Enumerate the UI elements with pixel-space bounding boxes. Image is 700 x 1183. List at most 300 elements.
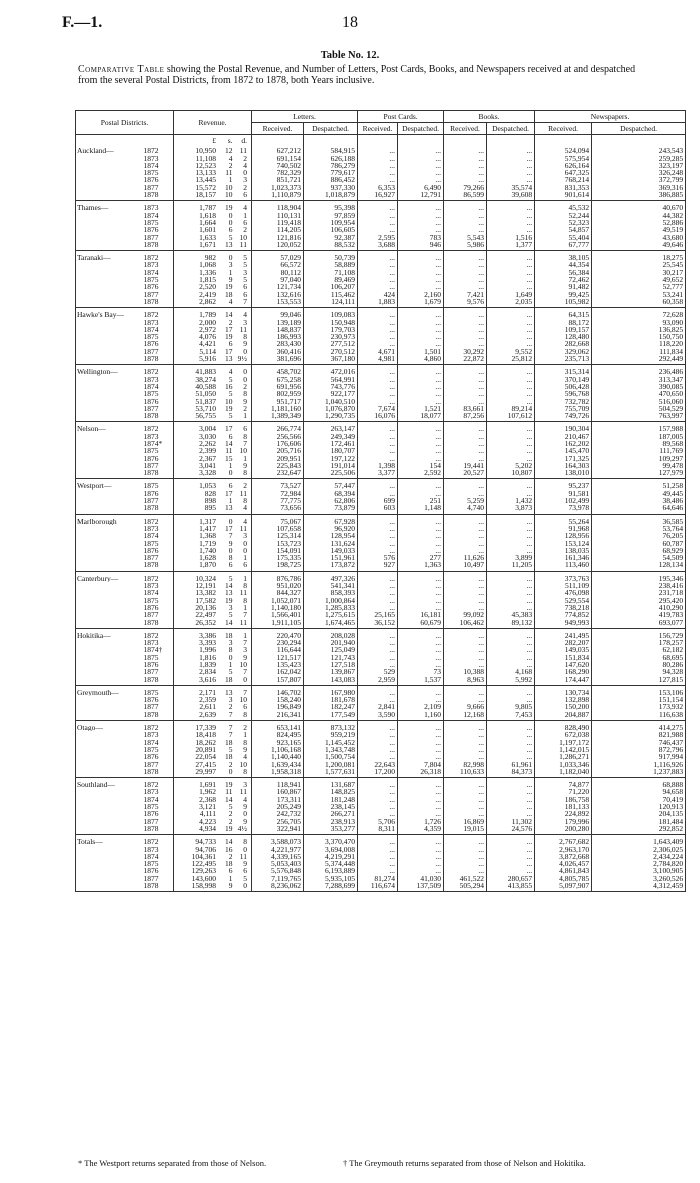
letters-despatched: 266,271 — [304, 810, 358, 817]
district-name — [76, 326, 140, 333]
revenue-pence: 6 — [243, 283, 248, 291]
cards-received: 603 — [358, 504, 398, 514]
revenue-shillings: 1 — [228, 176, 233, 184]
newspapers-received: 74,877 — [535, 778, 592, 789]
cards-received: 3,377 — [358, 469, 398, 479]
table-row — [76, 547, 686, 554]
cards-despatched: 60,679 — [398, 619, 444, 629]
revenue-pence: 8 — [243, 582, 248, 590]
revenue-pounds: 3,041 — [199, 461, 217, 470]
revenue-pence: 9 — [243, 653, 248, 661]
year-cell: 1872 — [140, 835, 174, 846]
table-row — [76, 611, 686, 618]
cards-received: 8,311 — [358, 825, 398, 835]
revenue-shillings: 2 — [228, 760, 233, 768]
books-received: 99,092 — [444, 611, 487, 618]
district-name: Nelson— — [76, 422, 140, 433]
revenue-shillings: 5 — [228, 573, 233, 583]
books-despatched: 7,453 — [487, 711, 535, 721]
revenue-pence: 11 — [239, 589, 248, 597]
newspapers-despatched: 49,519 — [592, 226, 686, 233]
newspapers-despatched: 746,437 — [592, 739, 686, 746]
year-cell: 1877 — [140, 348, 174, 355]
table-row — [76, 639, 686, 646]
cards-despatched: ... — [398, 447, 444, 454]
books-received: 12,168 — [444, 711, 487, 721]
revenue-pence: 6 — [243, 218, 248, 227]
district-name — [76, 547, 140, 554]
table-row — [76, 711, 686, 721]
district-name — [76, 383, 140, 390]
cards-received: ... — [358, 226, 398, 233]
revenue-pounds: 29,997 — [195, 767, 217, 776]
books-received: ... — [444, 261, 487, 268]
district-name — [76, 768, 140, 778]
cards-received: ... — [358, 440, 398, 447]
district-name — [76, 853, 140, 860]
books-despatched: ... — [487, 835, 535, 846]
revenue-cell — [174, 668, 252, 675]
books-received: 19,441 — [444, 462, 487, 469]
table-row — [76, 731, 686, 738]
table-row — [76, 455, 686, 462]
district-name — [76, 646, 140, 653]
revenue-cell — [174, 514, 252, 525]
revenue-pounds: 2,862 — [199, 297, 217, 306]
books-despatched: ... — [487, 778, 535, 789]
books-received: ... — [444, 867, 487, 874]
revenue-shillings: 2 — [228, 318, 233, 326]
year-cell: 1878 — [140, 676, 174, 686]
revenue-shillings: 18 — [225, 630, 233, 640]
revenue-shillings: 10 — [225, 183, 233, 192]
year-cell: 1877 — [140, 291, 174, 298]
revenue-cell — [174, 646, 252, 653]
table-row — [76, 422, 686, 433]
letters-received: 283,430 — [252, 340, 304, 347]
unit-blank — [535, 135, 592, 145]
year-cell: 1878 — [140, 711, 174, 721]
district-name — [76, 818, 140, 825]
letters-despatched: 584,915 — [304, 144, 358, 154]
revenue-pounds: 129,263 — [191, 867, 217, 875]
books-received: 86,599 — [444, 191, 487, 201]
revenue-shillings: 6 — [228, 561, 233, 570]
letters-despatched: 1,200,081 — [304, 761, 358, 768]
table-row — [76, 875, 686, 882]
cards-despatched: ... — [398, 788, 444, 795]
cards-received: ... — [358, 319, 398, 326]
letters-received: 120,052 — [252, 241, 304, 251]
revenue-pounds: 4,111 — [199, 810, 217, 818]
newspapers-despatched: 53,241 — [592, 291, 686, 298]
letters-despatched: 125,049 — [304, 646, 358, 653]
revenue-pence: 4 — [243, 516, 248, 525]
district-name — [76, 162, 140, 169]
revenue-pence: 4 — [243, 203, 248, 212]
revenue-pence: 8 — [243, 390, 248, 398]
books-received: ... — [444, 176, 487, 183]
revenue-cell — [174, 810, 252, 817]
newspapers-despatched: 470,650 — [592, 390, 686, 397]
table-row — [76, 291, 686, 298]
district-name — [76, 561, 140, 571]
letters-despatched: 779,617 — [304, 169, 358, 176]
table-row — [76, 810, 686, 817]
revenue-pounds: 2,834 — [199, 668, 217, 676]
books-despatched: ... — [487, 540, 535, 547]
cards-received: 36,152 — [358, 619, 398, 629]
revenue-pence: 5 — [243, 253, 248, 262]
newspapers-received: 181,133 — [535, 803, 592, 810]
cards-received: 2,595 — [358, 234, 398, 241]
newspapers-despatched: 76,205 — [592, 532, 686, 539]
books-despatched: ... — [487, 219, 535, 226]
cards-received: ... — [358, 796, 398, 803]
revenue-pence: 11 — [239, 240, 248, 249]
newspapers-received: 113,460 — [535, 561, 592, 571]
letters-received: 1,023,373 — [252, 184, 304, 191]
newspapers-received: 162,202 — [535, 440, 592, 447]
newspapers-received: 2,767,682 — [535, 835, 592, 846]
year-cell: 1875 — [140, 540, 174, 547]
revenue-pence: 10 — [239, 760, 248, 768]
letters-despatched: 886,452 — [304, 176, 358, 183]
letters-received: 1,106,168 — [252, 746, 304, 753]
revenue-pence: 10 — [239, 447, 248, 455]
revenue-cell — [174, 440, 252, 447]
district-name — [76, 796, 140, 803]
cards-despatched: ... — [398, 455, 444, 462]
table-row — [76, 597, 686, 604]
revenue-cell — [174, 319, 252, 326]
books-despatched: ... — [487, 739, 535, 746]
revenue-cell — [174, 604, 252, 611]
cards-despatched: 4,359 — [398, 825, 444, 835]
revenue-pence: 8 — [243, 837, 248, 846]
books-received: 82,998 — [444, 761, 487, 768]
district-name — [76, 540, 140, 547]
year-cell: 1875 — [140, 597, 174, 604]
books-despatched: 24,576 — [487, 825, 535, 835]
books-received: ... — [444, 155, 487, 162]
revenue-pence: 1 — [243, 554, 248, 562]
cards-despatched: ... — [398, 365, 444, 376]
newspapers-despatched: 40,670 — [592, 201, 686, 212]
letters-despatched: 277,512 — [304, 340, 358, 347]
revenue-pence: 11 — [239, 852, 248, 861]
letters-received: 173,311 — [252, 796, 304, 803]
revenue-pounds: 1,839 — [199, 661, 217, 669]
year-cell: 1875 — [140, 803, 174, 810]
revenue-shillings: 3 — [228, 603, 233, 612]
unit-blank — [444, 135, 487, 145]
revenue-pence: 1 — [243, 454, 248, 462]
letters-received: 75,067 — [252, 514, 304, 525]
revenue-shillings: 3 — [228, 639, 233, 647]
books-despatched: 89,214 — [487, 405, 535, 412]
year-cell: 1872 — [140, 628, 174, 639]
revenue-shillings: 0 — [228, 653, 233, 661]
newspapers-received: 749,726 — [535, 412, 592, 422]
cards-received: ... — [358, 639, 398, 646]
books-despatched: ... — [487, 144, 535, 154]
newspapers-received: 524,094 — [535, 144, 592, 154]
year-cell: 1877 — [140, 703, 174, 710]
cards-received: 576 — [358, 554, 398, 561]
books-despatched: 11,302 — [487, 818, 535, 825]
district-name — [76, 597, 140, 604]
year-cell: 1875 — [140, 447, 174, 454]
table-row — [76, 348, 686, 355]
revenue-pence: 1 — [243, 731, 248, 739]
books-received: ... — [444, 226, 487, 233]
header-books-received: Received. — [444, 123, 487, 135]
revenue-pounds: 5,114 — [199, 347, 217, 356]
cards-despatched: 6,490 — [398, 184, 444, 191]
table-row — [76, 768, 686, 778]
newspapers-despatched: 44,382 — [592, 212, 686, 219]
cards-received: 6,353 — [358, 184, 398, 191]
revenue-pence: 3 — [243, 780, 248, 789]
books-received: ... — [444, 490, 487, 497]
year-cell: 1877 — [140, 668, 174, 675]
books-despatched: 1,377 — [487, 241, 535, 251]
revenue-pence: 6 — [243, 290, 248, 298]
revenue-pounds: 1,789 — [199, 310, 217, 319]
books-despatched: ... — [487, 226, 535, 233]
cards-received: ... — [358, 721, 398, 732]
cards-received: ... — [358, 261, 398, 268]
year-cell: 1874 — [140, 269, 174, 276]
books-received: ... — [444, 731, 487, 738]
cards-received: 4,671 — [358, 348, 398, 355]
cards-received: ... — [358, 308, 398, 319]
books-despatched: ... — [487, 646, 535, 653]
revenue-pence: 9 — [243, 803, 248, 811]
newspapers-received: 56,384 — [535, 269, 592, 276]
revenue-pounds: 4,076 — [199, 333, 217, 341]
cards-received: ... — [358, 685, 398, 696]
letters-despatched: 62,806 — [304, 497, 358, 504]
cards-received: ... — [358, 201, 398, 212]
revenue-pounds: 12,191 — [195, 582, 217, 590]
revenue-shillings: 0 — [228, 211, 233, 219]
newspapers-received: 755,709 — [535, 405, 592, 412]
books-despatched: ... — [487, 447, 535, 454]
year-cell: 1876 — [140, 547, 174, 554]
revenue-cell — [174, 283, 252, 290]
revenue-shillings: 9 — [228, 539, 233, 547]
newspapers-despatched: 153,106 — [592, 685, 686, 696]
newspapers-despatched: 386,885 — [592, 191, 686, 201]
newspapers-despatched: 259,285 — [592, 155, 686, 162]
cards-despatched: ... — [398, 333, 444, 340]
newspapers-despatched: 128,134 — [592, 561, 686, 571]
revenue-pence: 6 — [243, 424, 248, 433]
cards-despatched: ... — [398, 169, 444, 176]
unit-blank — [140, 135, 174, 145]
letters-despatched: 472,016 — [304, 365, 358, 376]
revenue-pounds: 18,262 — [195, 738, 217, 746]
books-despatched: ... — [487, 532, 535, 539]
revenue-cell — [174, 589, 252, 596]
books-received: ... — [444, 753, 487, 760]
books-received: ... — [444, 860, 487, 867]
district-name: Wellington— — [76, 365, 140, 376]
table-row — [76, 582, 686, 589]
cards-despatched: ... — [398, 261, 444, 268]
table-row — [76, 447, 686, 454]
books-despatched: ... — [487, 685, 535, 696]
revenue-shillings: 18 — [225, 753, 233, 761]
district-name — [76, 176, 140, 183]
books-despatched: ... — [487, 628, 535, 639]
district-name — [76, 405, 140, 412]
books-received: 9,666 — [444, 703, 487, 710]
revenue-pounds: 2,639 — [199, 710, 217, 719]
books-despatched: ... — [487, 731, 535, 738]
revenue-pounds: 10,950 — [195, 146, 217, 155]
letters-received: 256,566 — [252, 433, 304, 440]
newspapers-received: 774,852 — [535, 611, 592, 618]
books-despatched: 39,608 — [487, 191, 535, 201]
table-row — [76, 251, 686, 262]
revenue-cell — [174, 753, 252, 760]
letters-received: 256,705 — [252, 818, 304, 825]
table-row — [76, 383, 686, 390]
revenue-pounds: 17,582 — [195, 596, 217, 604]
year-cell: 1877 — [140, 405, 174, 412]
letters-despatched: 5,374,448 — [304, 860, 358, 867]
newspapers-despatched: 516,060 — [592, 398, 686, 405]
letters-received: 118,904 — [252, 201, 304, 212]
district-name — [76, 319, 140, 326]
revenue-cell — [174, 639, 252, 646]
revenue-pence: 7 — [243, 668, 248, 676]
district-name — [76, 261, 140, 268]
letters-received: 148,837 — [252, 326, 304, 333]
table-row — [76, 825, 686, 835]
revenue-pounds: 3,386 — [199, 630, 217, 640]
newspapers-received: 2,963,170 — [535, 846, 592, 853]
revenue-pounds: 20,136 — [195, 603, 217, 612]
revenue-pounds: 17,339 — [195, 723, 217, 732]
district-name — [76, 469, 140, 479]
revenue-cell — [174, 504, 252, 514]
newspapers-received: 224,892 — [535, 810, 592, 817]
cards-despatched: ... — [398, 308, 444, 319]
newspapers-received: 72,462 — [535, 276, 592, 283]
books-despatched: ... — [487, 788, 535, 795]
header-newspapers-despatched: Despatched. — [592, 123, 686, 135]
revenue-shillings: 15 — [225, 454, 233, 462]
letters-despatched: 1,018,879 — [304, 191, 358, 201]
revenue-pence: 10 — [239, 661, 248, 669]
revenue-pence: 1 — [243, 573, 248, 583]
letters-received: 121,517 — [252, 654, 304, 661]
newspapers-despatched: 1,116,926 — [592, 761, 686, 768]
revenue-pounds: 22,497 — [195, 611, 217, 619]
revenue-pence: 0 — [243, 375, 248, 383]
revenue-pounds: 11,108 — [195, 154, 217, 162]
revenue-pence: 0 — [243, 539, 248, 547]
books-despatched: ... — [487, 455, 535, 462]
cards-despatched: ... — [398, 283, 444, 290]
revenue-pounds: 1,870 — [199, 561, 217, 570]
district-name — [76, 226, 140, 233]
revenue-shillings: 7 — [228, 532, 233, 540]
newspapers-despatched: 414,275 — [592, 721, 686, 732]
table-row — [76, 676, 686, 686]
district-name — [76, 333, 140, 340]
newspapers-despatched: 94,658 — [592, 788, 686, 795]
letters-received: 66,572 — [252, 261, 304, 268]
table-row — [76, 162, 686, 169]
books-received: ... — [444, 326, 487, 333]
newspapers-received: 171,325 — [535, 455, 592, 462]
year-cell: 1873 — [140, 788, 174, 795]
letters-despatched: 1,040,510 — [304, 398, 358, 405]
table-row — [76, 860, 686, 867]
newspapers-despatched: 181,484 — [592, 818, 686, 825]
cards-despatched: ... — [398, 571, 444, 582]
revenue-pounds: 41,883 — [195, 367, 217, 376]
revenue-cell — [174, 561, 252, 571]
newspapers-received: 55,404 — [535, 234, 592, 241]
revenue-cell — [174, 269, 252, 276]
table-row — [76, 661, 686, 668]
newspapers-received: 4,026,457 — [535, 860, 592, 867]
newspapers-received: 52,323 — [535, 219, 592, 226]
cards-received: 25,165 — [358, 611, 398, 618]
revenue-pence: 1 — [243, 211, 248, 219]
header-newspapers: Newspapers. — [535, 111, 686, 123]
cards-despatched: ... — [398, 853, 444, 860]
books-despatched: ... — [487, 796, 535, 803]
books-received: 16,869 — [444, 818, 487, 825]
letters-received: 1,566,401 — [252, 611, 304, 618]
table-row — [76, 761, 686, 768]
newspapers-despatched: 43,680 — [592, 234, 686, 241]
cards-received: 2,841 — [358, 703, 398, 710]
revenue-shillings: 19 — [225, 203, 233, 212]
revenue-pounds: 828 — [204, 489, 217, 498]
year-cell: 1875 — [140, 390, 174, 397]
letters-despatched: 115,462 — [304, 291, 358, 298]
books-despatched: ... — [487, 514, 535, 525]
revenue-cell — [174, 162, 252, 169]
letters-despatched: 1,076,870 — [304, 405, 358, 412]
revenue-pounds: 4,421 — [199, 340, 217, 348]
table-row — [76, 269, 686, 276]
letters-received: 1,389,349 — [252, 412, 304, 422]
revenue-cell — [174, 761, 252, 768]
district-name — [76, 731, 140, 738]
newspapers-received: 64,315 — [535, 308, 592, 319]
revenue-pounds: 2,262 — [199, 439, 217, 448]
revenue-pence: 11 — [239, 325, 248, 334]
newspapers-received: 91,581 — [535, 490, 592, 497]
revenue-cell — [174, 144, 252, 154]
revenue-units — [174, 135, 252, 145]
table-body — [76, 135, 686, 892]
letters-received: 322,941 — [252, 825, 304, 835]
table-row — [76, 276, 686, 283]
year-cell: 1873 — [140, 731, 174, 738]
revenue-shillings: 19 — [225, 824, 233, 833]
letters-despatched: 564,991 — [304, 376, 358, 383]
